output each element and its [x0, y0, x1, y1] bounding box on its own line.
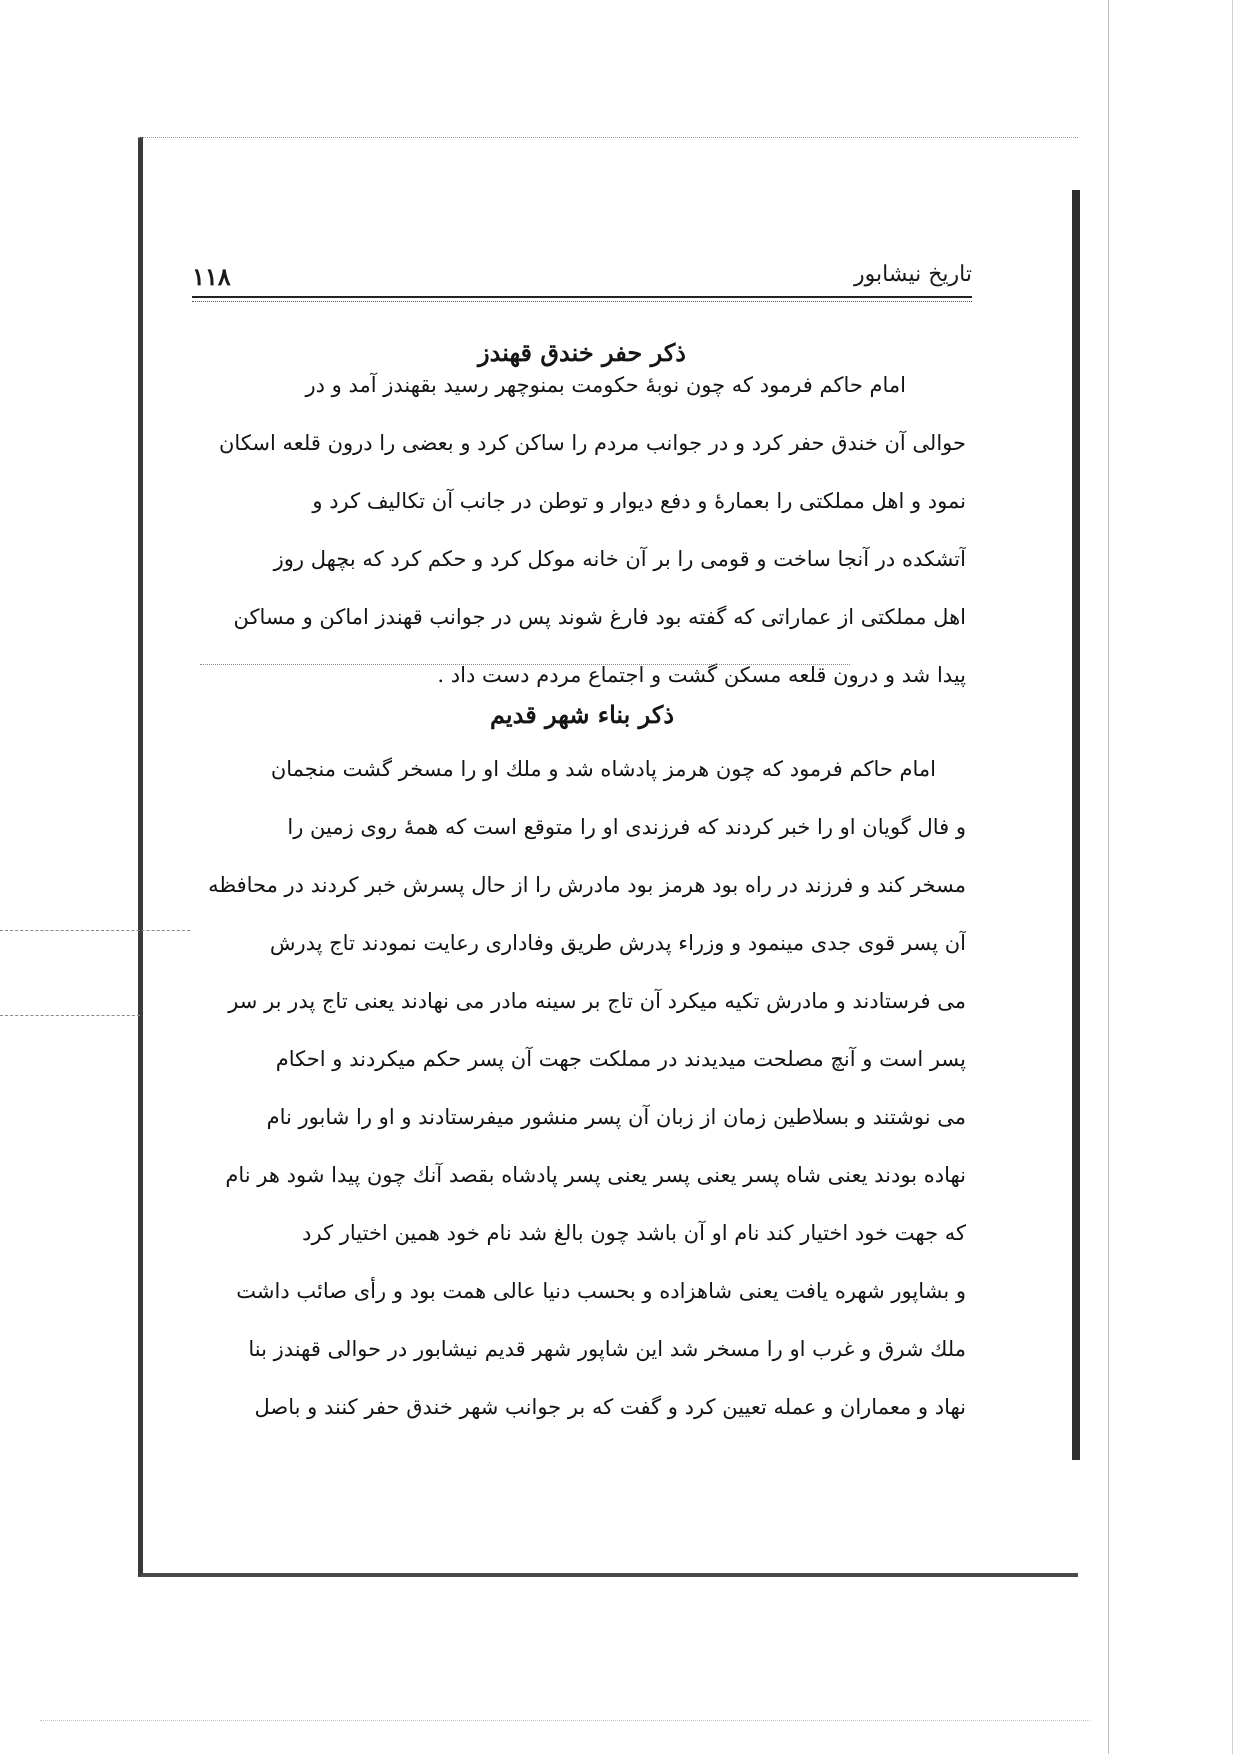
section-body-moat — [198, 356, 966, 704]
text-line: می فرستادند و مادرش تکیه میکرد آن تاج بر سینه مادر می نهادند یعنی تاج پدر بر سر — [228, 989, 966, 1013]
text-line: نهاده بودند یعنی شاه پسر یعنی پسر یعنی پسر پادشاه بقصد آنك چون پیدا شود هر نام — [225, 1163, 966, 1187]
scan-noise-bottom — [40, 1720, 1090, 1721]
page-top-edge — [138, 137, 1078, 139]
section-body-old-city — [198, 740, 966, 1436]
header-rule-thin — [192, 301, 972, 302]
text-line: آتشکده در آنجا ساخت و قومی را بر آن خانه موکل کرد و حکم کرد که بچهل روز — [273, 547, 966, 571]
text-line: نهاد و معماران و عمله تعیین کرد و گفت که بر جوانب شهر خندق حفر کنند و باصل — [254, 1395, 966, 1419]
page-right-edge — [1072, 190, 1080, 1460]
text-line: می نوشتند و بسلاطین زمان از زبان آن پسر منشور میفرستادند و او را شابور نام — [266, 1105, 966, 1129]
text-line: اهل مملکتی از عماراتی که گفته بود فارغ شوند پس در جوانب قهندز اماکن و مساکن — [233, 605, 966, 629]
text-line: که جهت خود اختیار کند نام او آن باشد چون بالغ شد نام خود همین اختیار کرد — [302, 1221, 966, 1245]
text-line: نمود و اهل مملکتی را بعمارهٔ و دفع دیوار و توطن در جانب آن تکالیف کرد و — [312, 489, 966, 513]
scan-edge-right-2 — [1232, 0, 1233, 1754]
page-number: ۱۱۸ — [192, 262, 231, 291]
section-separator — [200, 664, 850, 665]
header-rule — [192, 296, 972, 298]
scan-noise-left-2 — [0, 1015, 140, 1016]
section-heading-moat: ذکر حفر خندق قهندز — [478, 338, 686, 367]
running-title: تاریخ نیشابور — [854, 262, 972, 287]
text-line: حوالی آن خندق حفر کرد و در جوانب مردم را ساکن کرد و بعضی را درون قلعه اسکان — [219, 431, 966, 455]
scan-noise-left — [0, 930, 190, 931]
text-line: مسخر کند و فرزند در راه بود هرمز بود مادرش را از حال پسرش خبر کردند در محافظه — [208, 873, 966, 897]
text-line: و بشاپور شهره یافت یعنی شاهزاده و بحسب دنیا عالی همت بود و رأی صائب داشت — [236, 1279, 966, 1303]
text-line: امام حاکم فرمود که چون هرمز پادشاه شد و ملك او را مسخر گشت منجمان — [270, 757, 936, 781]
text-line: و فال گویان او را خبر کردند که فرزندی او را متوقع است که همهٔ روی زمین را — [287, 815, 966, 839]
text-line: آن پسر قوی جدی مینمود و وزراء پدرش طریق وفاداری رعایت نمودند تاج پدرش — [269, 931, 966, 955]
scan-edge-right-1 — [1108, 0, 1109, 1754]
text-line: پیدا شد و درون قلعه مسکن گشت و اجتماع مردم دست داد . — [437, 663, 966, 687]
text-line: امام حاکم فرمود که چون نوبهٔ حکومت بمنوچهر رسید بقهندز آمد و در — [305, 373, 906, 397]
section-heading-old-city: ذکر بناء شهر قدیم — [489, 700, 675, 729]
text-line: ملك شرق و غرب او را مسخر شد این شاپور شهر قدیم نیشابور در حوالی قهندز بنا — [248, 1337, 966, 1361]
text-line: پسر است و آنچ مصلحت میدیدند در مملکت جهت آن پسر حکم میکردند و احکام — [275, 1047, 966, 1071]
